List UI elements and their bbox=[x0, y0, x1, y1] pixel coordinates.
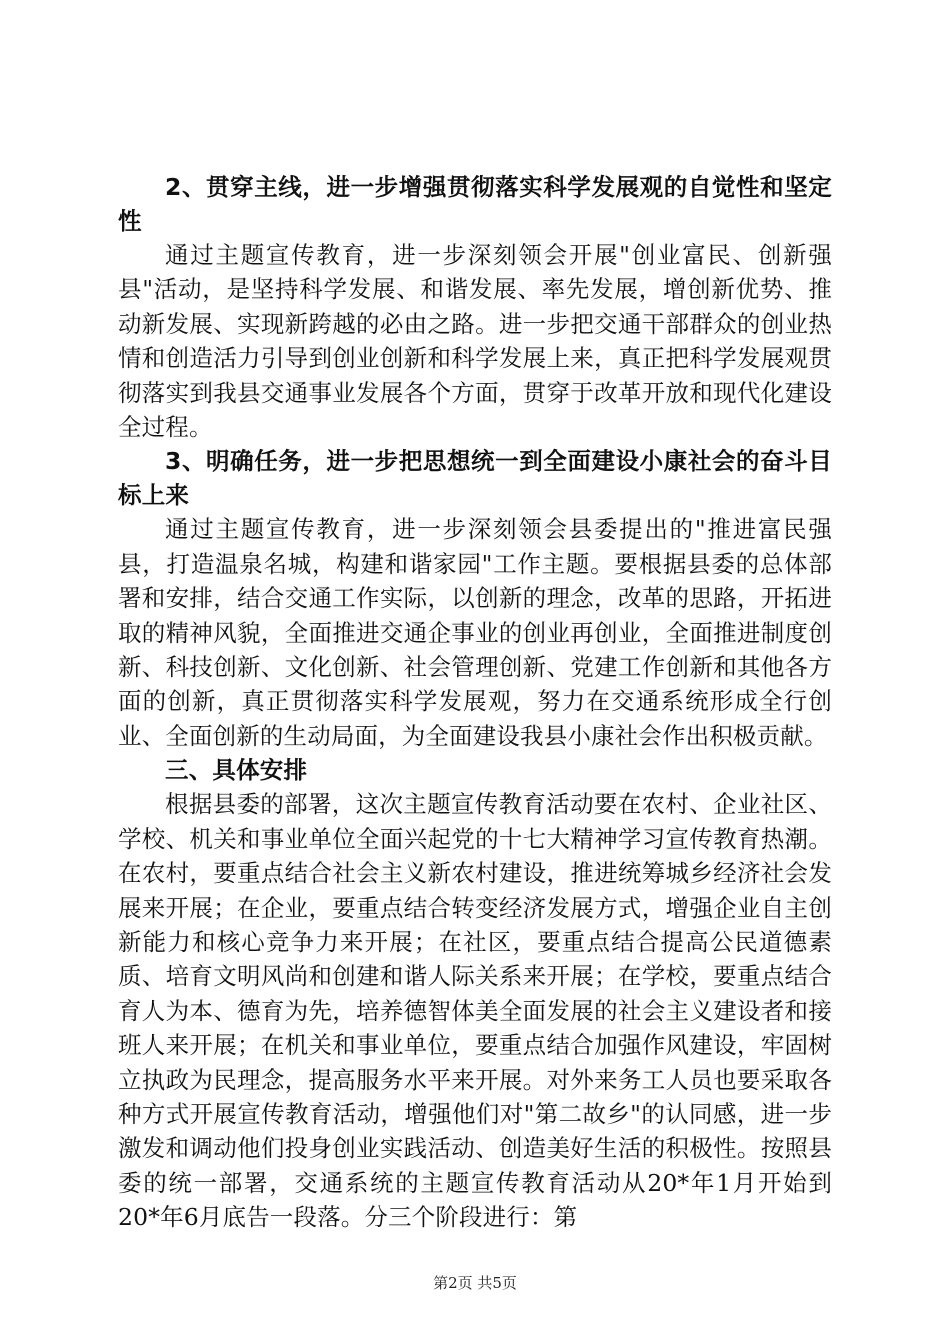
document-body bbox=[118, 170, 832, 1235]
part-3-paragraph: 根据县委的部署，这次主题宣传教育活动要在农村、企业社区、学校、机关和事业单位全面兴起党的十七大精神学习宣传教育热潮。在农村，要重点结合社会主义新农村建设，推进统筹城乡经济社会发展来开展；在企业，要重点结合转变经济发展方式，增强企业自主创新能力和核心竞争力来开展；在社区，要重点结合提高公民道德素质、培育文明风尚和创建和谐人际关系来开展；在学校，要重点结合育人为本、德育为先，培养德智体美全面发展的社会主义建设者和接班人来开展；在机关和事业单位，要重点结合加强作风建设，牢固树立执政为民理念，提高服务水平来开展。对外来务工人员也要采取各种方式开展宣传教育活动，增强他们对"第二故乡"的认同感，进一步激发和调动他们投身创业实践活动、创造美好生活的积极性。按照县委的统一部署，交通系统的主题宣传教育活动从20*年1月开始到20*年6月底告一段落。分三个阶段进行：第 bbox=[118, 790, 832, 1232]
section-3-heading: 3、明确任务，进一步把思想统一到全面建设小康社会的奋斗目标上来 bbox=[118, 447, 832, 510]
section-2-heading: 2、贯穿主线，进一步增强贯彻落实科学发展观的自觉性和坚定性 bbox=[118, 173, 832, 235]
section-3-paragraph: 通过主题宣传教育，进一步深刻领会县委提出的"推进富民强县，打造温泉名城，构建和谐家园"工作主题。要根据县委的总体部署和安排，结合交通工作实际，以创新的理念，改革的思路，开拓进取的精神风貌，全面推进交通企事业的创业再创业，全面推进制度创新、科技创新、文化创新、社会管理创新、党建工作创新和其他各方面的创新，真正贯彻落实科学发展观，努力在交通系统形成全行创业、全面创新的生动局面，为全面建设我县小康社会作出积极贡献。 bbox=[118, 515, 832, 750]
section-2-paragraph: 通过主题宣传教育，进一步深刻领会开展"创业富民、创新强县"活动，是坚持科学发展、和谐发展、率先发展，增创新优势、推动新发展、实现新跨越的必由之路。进一步把交通干部群众的创业热情和创造活力引导到创业创新和科学发展上来，真正把科学发展观贯彻落实到我县交通事业发展各个方面，贯穿于改革开放和现代化建设全过程。 bbox=[118, 241, 832, 442]
part-3-heading: 三、具体安排 bbox=[165, 756, 308, 785]
page-footer: 第2页 共5页 bbox=[433, 1274, 517, 1292]
